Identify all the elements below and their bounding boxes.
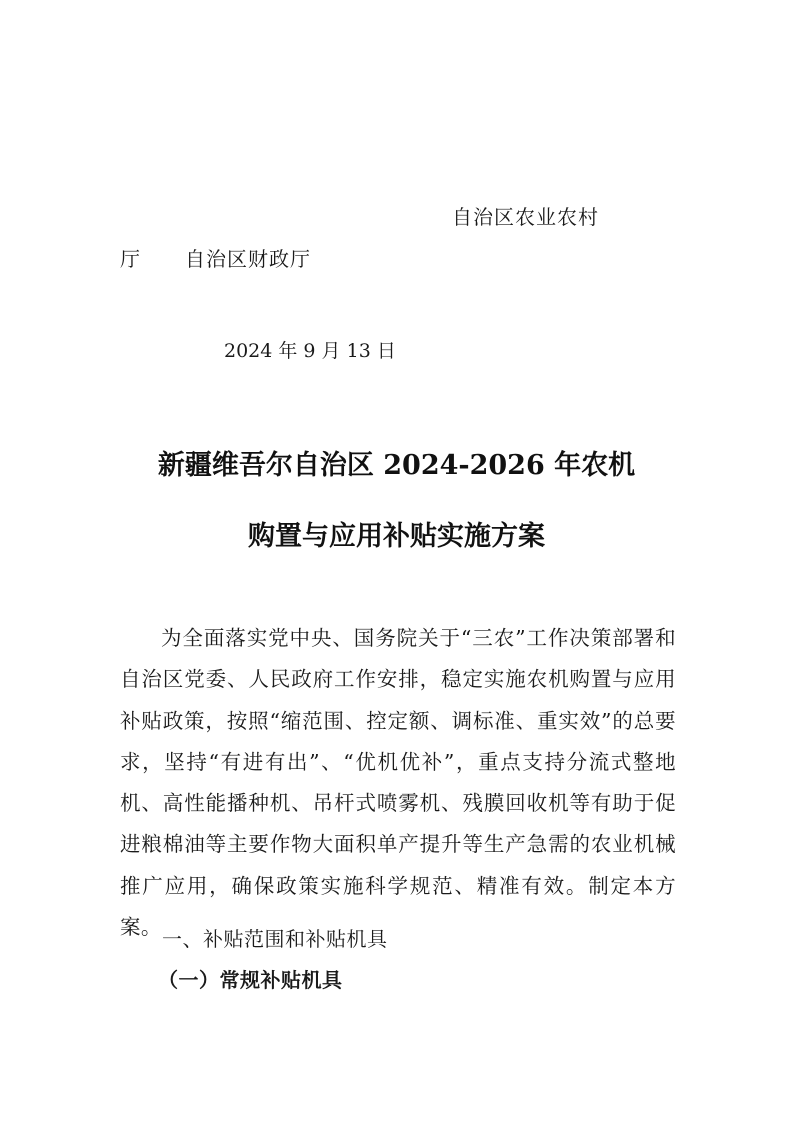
issuer-finance-department: 自治区财政厅 — [185, 247, 311, 271]
subsection-heading-1: （一）常规补贴机具 — [158, 968, 343, 992]
issuer-agriculture-department: 自治区农业农村 — [452, 205, 599, 229]
document-title-line-2: 购置与应用补贴实施方案 — [248, 521, 545, 552]
issuer-line-2 — [120, 245, 311, 273]
intro-paragraph: 为全面落实党中央、国务院关于“三农”工作决策部署和自治区党委、人民政府工作安排，稳定实施农机购置与应用补贴政策，按照“缩范围、控定额、调标准、重实效”的总要求，坚持“有进有出”、“优机优补”，重点支持分流式整地机、高性能播种机、吊杆式喷雾机、残膜回收机等有助于促进粮棉油等主要作物大面积单产提升等生产急需的农业机械推广应用，确保政策实施科学规范、精准有效。制定本方案。 — [120, 626, 676, 940]
document-date: 2024 年 9 月 13 日 — [224, 340, 396, 362]
section-heading-1: 一、补贴范围和补贴机具 — [162, 927, 388, 951]
issuer-department-suffix: 厅 — [120, 247, 141, 271]
document-title-line-1: 新疆维吾尔自治区 2024-2026 年农机 — [157, 450, 636, 481]
